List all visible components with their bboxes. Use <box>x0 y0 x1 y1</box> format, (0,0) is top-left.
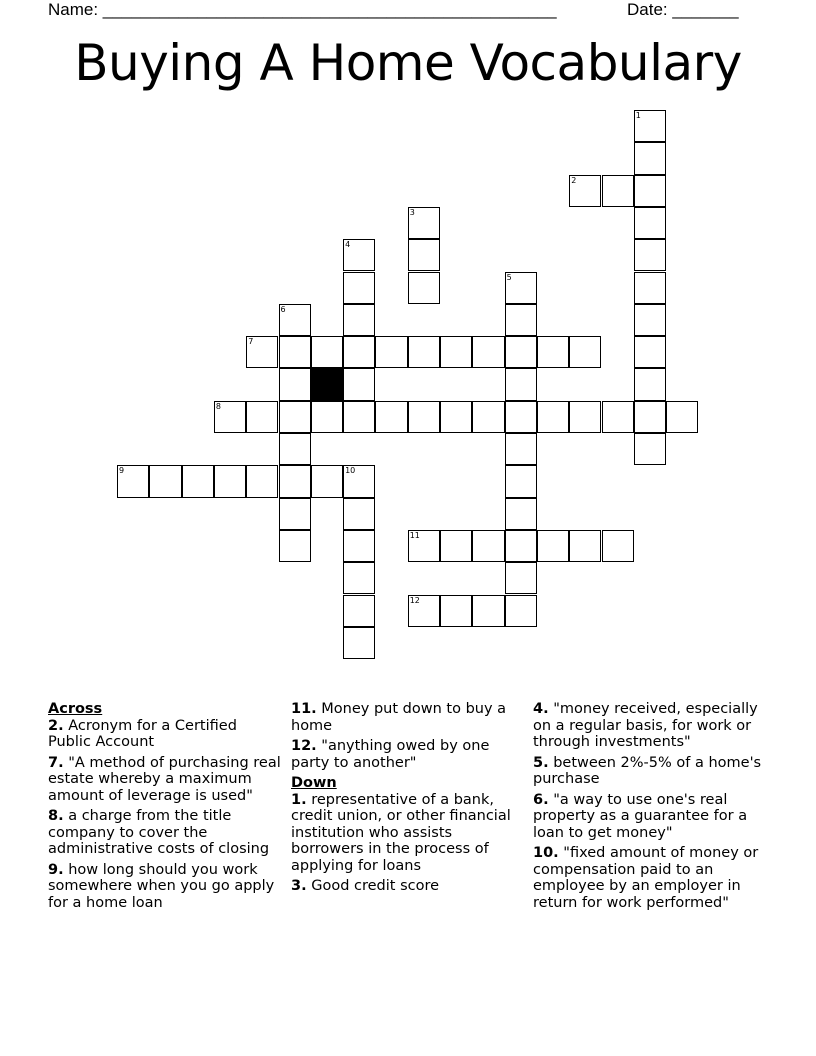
across-heading: Across <box>48 701 103 717</box>
grid-cell[interactable] <box>440 401 472 433</box>
grid-cell[interactable] <box>569 175 601 207</box>
cell-number: 7 <box>248 337 254 347</box>
grid-cell[interactable] <box>634 110 666 142</box>
grid-cell[interactable] <box>505 368 537 400</box>
clue-down-1: 1. representative of a bank, credit union, or other financial institution who assists borrowers in the process of applying for loans <box>291 791 511 874</box>
cell-number: 4 <box>345 240 351 250</box>
grid-cell[interactable] <box>569 401 601 433</box>
grid-cell[interactable] <box>214 465 246 497</box>
grid-cell[interactable] <box>279 465 311 497</box>
grid-cell[interactable] <box>246 336 278 368</box>
grid-cell[interactable] <box>343 272 375 304</box>
cell-number: 6 <box>280 304 286 314</box>
cell-number: 5 <box>506 272 512 282</box>
grid-cell[interactable] <box>537 401 569 433</box>
grid-cell[interactable] <box>311 401 343 433</box>
grid-cell[interactable] <box>505 272 537 304</box>
grid-cell[interactable] <box>472 595 504 627</box>
clue-across-11: 11. Money put down to buy a home <box>291 701 507 734</box>
grid-cell[interactable] <box>569 530 601 562</box>
grid-cell[interactable] <box>440 336 472 368</box>
grid-cell[interactable] <box>440 530 472 562</box>
clue-down-6: 6. "a way to use one's real property as a guarantee for a loan to get money" <box>533 791 748 841</box>
grid-cell[interactable] <box>182 465 214 497</box>
grid-cell[interactable] <box>666 401 698 433</box>
grid-cell[interactable] <box>634 142 666 174</box>
grid-cell[interactable] <box>149 465 181 497</box>
grid-cell[interactable] <box>375 401 407 433</box>
grid-cell[interactable] <box>505 401 537 433</box>
grid-cell[interactable] <box>505 530 537 562</box>
grid-cell[interactable] <box>634 368 666 400</box>
grid-cell[interactable] <box>311 336 343 368</box>
grid-cell[interactable] <box>408 336 440 368</box>
grid-cell[interactable] <box>505 336 537 368</box>
grid-cell[interactable] <box>472 401 504 433</box>
clue-across-9: 9. how long should you work somewhere when you go apply for a home loan <box>48 861 275 911</box>
grid-cell[interactable] <box>117 465 149 497</box>
grid-cell[interactable] <box>634 304 666 336</box>
grid-cell[interactable] <box>505 433 537 465</box>
grid-cell[interactable] <box>408 207 440 239</box>
grid-cell[interactable] <box>343 498 375 530</box>
grid-cell[interactable] <box>343 627 375 659</box>
clues-column-3 <box>533 701 773 915</box>
grid-cell[interactable] <box>537 336 569 368</box>
cell-number: 9 <box>119 466 125 476</box>
grid-cell[interactable] <box>505 498 537 530</box>
grid-cell[interactable] <box>408 272 440 304</box>
grid-cell[interactable] <box>246 401 278 433</box>
grid-cell[interactable] <box>440 595 472 627</box>
grid-cell[interactable] <box>634 336 666 368</box>
name-field[interactable]: Name: ________________________________________________ <box>48 0 557 19</box>
grid-cell[interactable] <box>214 401 246 433</box>
cell-number: 8 <box>215 401 221 411</box>
grid-cell[interactable] <box>634 207 666 239</box>
grid-cell[interactable] <box>311 465 343 497</box>
grid-cell[interactable] <box>279 530 311 562</box>
black-cell <box>311 368 343 400</box>
grid-cell[interactable] <box>343 304 375 336</box>
grid-cell[interactable] <box>505 304 537 336</box>
grid-cell[interactable] <box>634 239 666 271</box>
grid-cell[interactable] <box>343 595 375 627</box>
grid-cell[interactable] <box>246 465 278 497</box>
clue-down-4: 4. "money received, especially on a regular basis, for work or through investments" <box>533 701 758 750</box>
grid-cell[interactable] <box>279 401 311 433</box>
clue-down-3: 3. Good credit score <box>291 878 440 894</box>
grid-cell[interactable] <box>602 175 634 207</box>
grid-cell[interactable] <box>408 530 440 562</box>
grid-cell[interactable] <box>602 530 634 562</box>
grid-cell[interactable] <box>343 336 375 368</box>
clue-across-2: 2. Acronym for a Certified Public Account <box>48 717 237 750</box>
grid-cell[interactable] <box>472 530 504 562</box>
grid-cell[interactable] <box>569 336 601 368</box>
cell-number: 12 <box>409 595 420 605</box>
grid-cell[interactable] <box>343 530 375 562</box>
grid-cell[interactable] <box>408 401 440 433</box>
grid-cell[interactable] <box>343 562 375 594</box>
cell-number: 1 <box>635 111 641 120</box>
grid-cell[interactable] <box>472 336 504 368</box>
grid-cell[interactable] <box>279 336 311 368</box>
clues-column-1 <box>48 701 284 915</box>
grid-cell[interactable] <box>505 595 537 627</box>
grid-cell[interactable] <box>408 239 440 271</box>
page-title: Buying A Home Vocabulary <box>74 34 742 92</box>
grid-cell[interactable] <box>634 272 666 304</box>
grid-cell[interactable] <box>279 433 311 465</box>
cell-number: 11 <box>409 530 420 540</box>
clue-down-10: 10. "fixed amount of money or compensation paid to an employee by an employer in return for work performed" <box>533 845 759 911</box>
grid-cell[interactable] <box>634 433 666 465</box>
grid-cell[interactable] <box>505 562 537 594</box>
grid-cell[interactable] <box>505 465 537 497</box>
grid-cell[interactable] <box>537 530 569 562</box>
grid-cell[interactable] <box>408 595 440 627</box>
cell-number: 3 <box>409 207 415 217</box>
clue-across-8: 8. a charge from the title company to cover the administrative costs of closing <box>48 808 270 857</box>
clue-down-5: 5. between 2%-5% of a home's purchase <box>533 754 762 787</box>
grid-cell[interactable] <box>343 368 375 400</box>
grid-cell[interactable] <box>343 401 375 433</box>
grid-cell[interactable] <box>602 401 634 433</box>
cell-number: 2 <box>571 175 577 185</box>
grid-cell[interactable] <box>279 304 311 336</box>
grid-cell[interactable] <box>279 368 311 400</box>
grid-cell[interactable] <box>343 239 375 271</box>
grid-cell[interactable] <box>343 465 375 497</box>
grid-cell[interactable] <box>634 401 666 433</box>
grid-cell[interactable] <box>375 336 407 368</box>
date-field[interactable]: Date: _______ <box>627 0 739 19</box>
down-heading: Down <box>291 775 337 791</box>
clue-across-7: 7. "A method of purchasing real estate whereby a maximum amount of leverage is used" <box>48 754 281 804</box>
clues-column-2 <box>291 701 523 899</box>
clue-across-12: 12. "anything owed by one party to another" <box>291 738 490 771</box>
grid-cell[interactable] <box>279 498 311 530</box>
cell-number: 10 <box>345 466 356 476</box>
grid-cell[interactable] <box>634 175 666 207</box>
